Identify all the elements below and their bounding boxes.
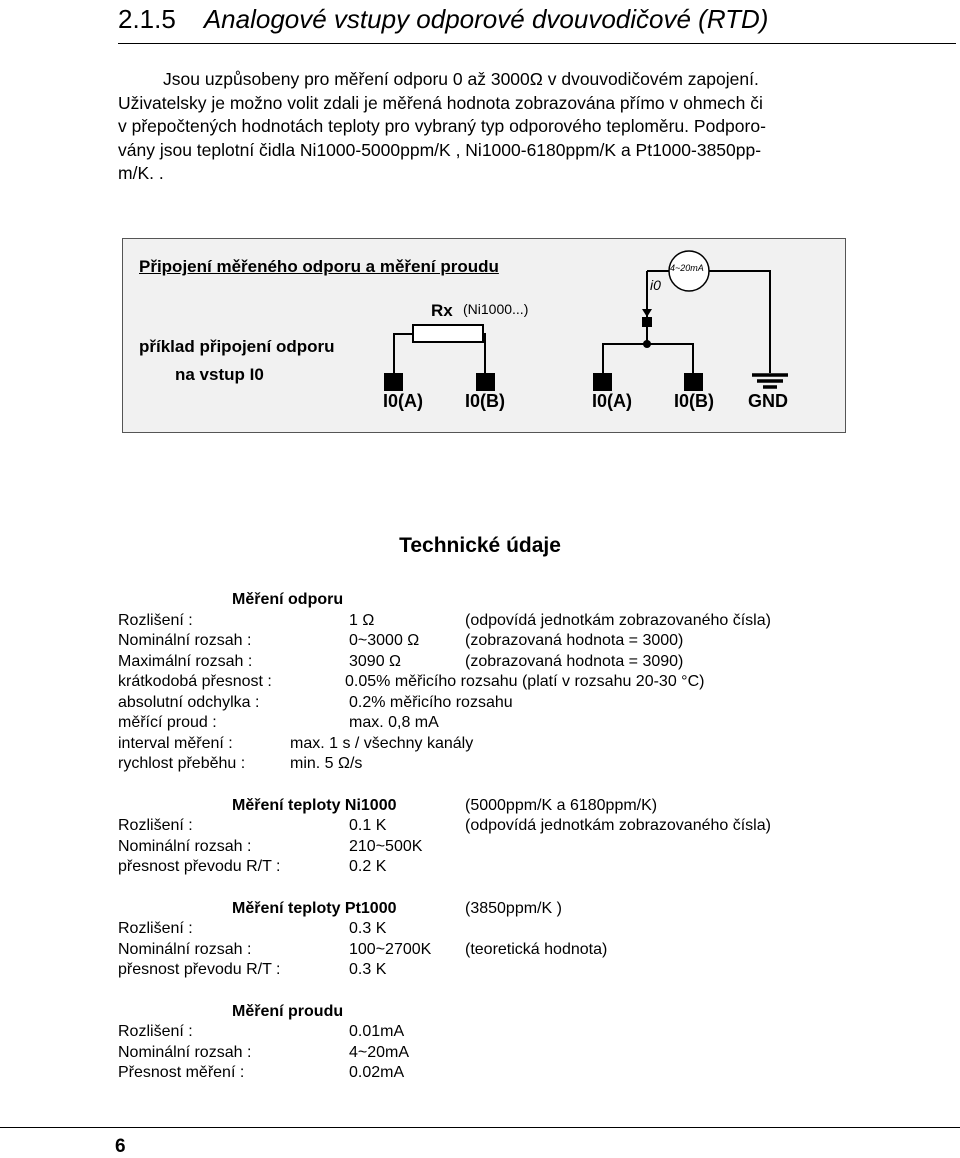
terminal-label-i0a: I0(A) <box>592 391 632 411</box>
spec-section-heading <box>118 796 956 817</box>
spec-section-heading <box>118 1002 956 1023</box>
spec-row <box>118 611 956 632</box>
spec-value: 0.2 K <box>349 858 387 875</box>
spec-section-heading <box>118 899 956 920</box>
wiring-diagram <box>122 238 846 433</box>
spec-note: (odpovídá jednotkám zobrazovaného čísla) <box>465 817 771 834</box>
terminal-i0b-1 <box>476 373 495 391</box>
terminal-label-i0b: I0(B) <box>465 391 505 411</box>
spec-value: 0.2% měřicího rozsahu <box>349 693 513 711</box>
resistor-symbol <box>413 325 483 342</box>
i0-junction-box <box>642 317 652 327</box>
spec-label: rychlost přeběhu : <box>118 755 246 772</box>
diagram-example-line: příklad připojení odporu <box>139 337 335 356</box>
section-heading-note: (5000ppm/K a 6180ppm/K) <box>465 796 658 814</box>
intro-line: vány jsou teplotní čidla Ni1000-5000ppm/K , Ni1000-6180ppm/K a Pt1000-3850pp- <box>118 139 762 160</box>
spec-label: absolutní odchylka : <box>118 693 260 711</box>
spec-value: 0.05% měřicího rozsahu (platí v rozsahu 20-30 °C) <box>345 673 705 690</box>
diagram-example-line: na vstup I0 <box>175 365 264 384</box>
spec-value: 4~20mA <box>349 1043 410 1061</box>
rx-note: (Ni1000...) <box>463 301 529 317</box>
spec-value: 0.02mA <box>349 1064 405 1081</box>
terminal-label-gnd: GND <box>748 391 788 411</box>
spec-note: (odpovídá jednotkám zobrazovaného čísla) <box>465 611 771 629</box>
terminal-label-i0a: I0(A) <box>383 391 423 411</box>
spec-value: 3090 Ω <box>349 652 401 670</box>
spec-label: Rozlišení : <box>118 611 193 629</box>
spec-row <box>118 960 956 981</box>
spec-label: měřící proud : <box>118 714 217 731</box>
spec-label: Rozlišení : <box>118 920 193 937</box>
spec-row <box>118 940 956 961</box>
section-heading-label: Měření proudu <box>232 1002 344 1020</box>
split-wire <box>603 344 693 377</box>
spec-label: krátkodobá přesnost : <box>118 673 272 690</box>
spec-row <box>118 857 956 878</box>
section-heading <box>118 4 768 35</box>
section-heading-note: (3850ppm/K ) <box>465 899 562 917</box>
spec-row <box>118 919 956 940</box>
spec-label: Nominální rozsah : <box>118 1043 252 1061</box>
spec-row <box>118 713 956 734</box>
spec-value: 0.3 K <box>349 961 387 978</box>
spec-label: Rozlišení : <box>118 817 193 834</box>
spec-value: 0.1 K <box>349 817 387 834</box>
intro-line: Jsou uzpůsobeny pro měření odporu 0 až 3000Ω v dvouvodičovém zapojení. <box>163 69 759 89</box>
rx-label: Rx <box>431 301 453 320</box>
spec-note: (teoretická hodnota) <box>465 940 608 958</box>
spec-row <box>118 1063 956 1084</box>
spec-row <box>118 672 956 693</box>
spec-row <box>118 631 956 652</box>
spec-note: (zobrazovaná hodnota = 3000) <box>465 632 684 649</box>
spec-row <box>118 734 956 755</box>
tech-specs <box>118 590 956 1084</box>
terminal-i0a-1 <box>384 373 403 391</box>
spec-row <box>118 754 956 775</box>
page-number: 6 <box>115 1136 126 1157</box>
intro-line: v přepočtených hodnotách teploty pro vybraný typ odporového teploměru. Podporo- <box>118 116 766 136</box>
spec-value: 0~3000 Ω <box>349 632 420 649</box>
intro-line: m/K. . <box>118 163 164 183</box>
spec-value: 1 Ω <box>349 611 375 629</box>
spec-label: Nominální rozsah : <box>118 940 252 958</box>
spec-row <box>118 837 956 858</box>
section-heading-label: Měření teploty Ni1000 <box>232 796 397 814</box>
spec-note: (zobrazovaná hodnota = 3090) <box>465 652 684 670</box>
rx-wire-left <box>394 334 413 377</box>
spec-value: 210~500K <box>349 837 423 855</box>
header-rule <box>118 43 956 44</box>
spec-label: Přesnost měření : <box>118 1064 245 1081</box>
intro-line: Uživatelsky je možno volit zdali je měřená hodnota zobrazována přímo v ohmech či <box>118 92 763 113</box>
section-heading-label: Měření teploty Pt1000 <box>232 899 397 917</box>
intro-paragraph <box>118 68 956 186</box>
diagram-title: Připojení měřeného odporu a měření proudu <box>139 257 499 276</box>
spec-value: min. 5 Ω/s <box>290 755 363 772</box>
terminal-label-i0b: I0(B) <box>674 391 714 411</box>
tech-title: Technické údaje <box>399 534 561 557</box>
spec-row <box>118 1022 956 1043</box>
spec-value: 0.01mA <box>349 1023 405 1040</box>
spec-row <box>118 652 956 673</box>
i0-label: i0 <box>650 277 661 293</box>
spec-row <box>118 1043 956 1064</box>
spec-section-heading <box>118 590 956 611</box>
spec-value: max. 0,8 mA <box>349 714 439 731</box>
terminal-i0a-2 <box>593 373 612 391</box>
section-number: 2.1.5 <box>118 4 176 34</box>
spec-label: interval měření : <box>118 734 233 752</box>
source-wire-right <box>709 271 770 373</box>
spec-label: přesnost převodu R/T : <box>118 858 281 875</box>
spec-row <box>118 693 956 714</box>
spec-value: 100~2700K <box>349 940 432 958</box>
spec-label: Maximální rozsah : <box>118 652 253 670</box>
footer-rule <box>0 1127 960 1128</box>
terminal-i0b-2 <box>684 373 703 391</box>
section-title: Analogové vstupy odporové dvouvodičové (RTD) <box>203 4 769 34</box>
spec-row <box>118 816 956 837</box>
spec-value: max. 1 s / všechny kanály <box>290 734 474 752</box>
spec-label: Nominální rozsah : <box>118 632 252 649</box>
i0-arrow <box>642 309 652 317</box>
spec-label: přesnost převodu R/T : <box>118 961 281 978</box>
spec-label: Rozlišení : <box>118 1023 193 1040</box>
spec-label: Nominální rozsah : <box>118 837 252 855</box>
spec-value: 0.3 K <box>349 920 387 937</box>
source-label: 4~20mA <box>670 263 704 273</box>
section-heading-label: Měření odporu <box>232 591 344 608</box>
